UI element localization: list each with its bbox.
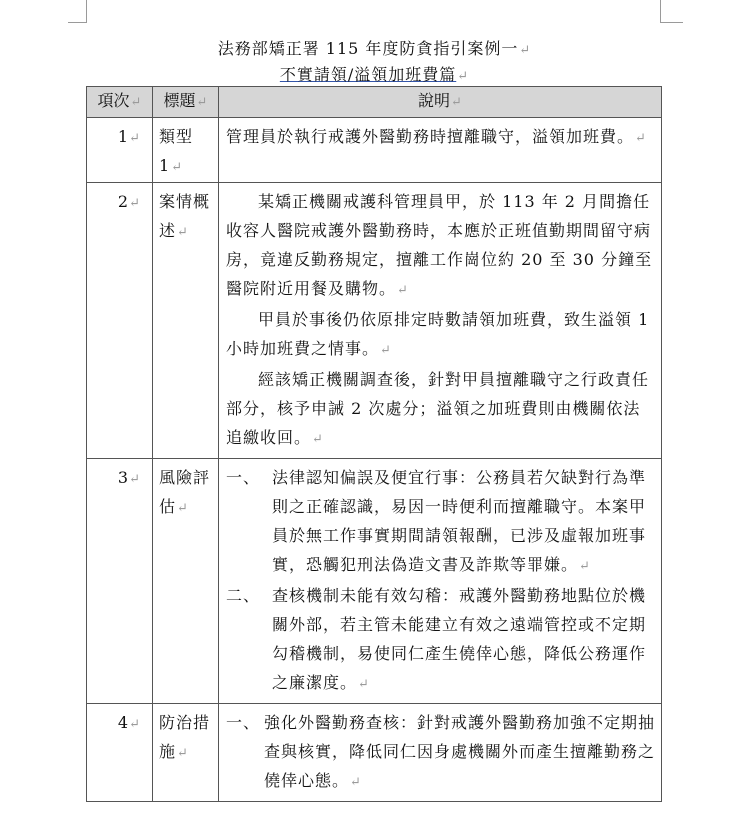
row-number: 3↵	[87, 459, 153, 704]
description-paragraph: 管理員於執行戒護外醫勤務時擅離職守，溢領加班費。↵	[226, 127, 647, 146]
list-marker: 一、	[226, 468, 261, 487]
row-description	[219, 459, 662, 704]
list-marker: 一、	[226, 713, 261, 732]
paragraph-mark-icon: ↵	[457, 69, 470, 84]
row-number: 1↵	[87, 118, 153, 183]
crop-mark-top-right	[660, 0, 683, 23]
list-item	[226, 581, 655, 699]
row-label: 類型 1↵	[153, 118, 219, 183]
row-label: 防治措施↵	[153, 704, 219, 802]
document-subtitle: 不實請領/溢領加班費篇↵	[279, 65, 470, 84]
crop-mark-top-left	[68, 0, 87, 23]
list-item	[226, 708, 655, 797]
row-description	[219, 118, 662, 183]
table-row	[87, 118, 662, 183]
paragraph-mark-icon: ↵	[519, 43, 532, 58]
row-number: 4↵	[87, 704, 153, 802]
case-table	[86, 86, 662, 802]
table-row	[87, 459, 662, 704]
row-number: 2↵	[87, 183, 153, 459]
list-text: 查核機制未能有效勾稽：戒護外醫勤務地點位於機關外部，若主管未能建立有效之遠端管控或不定期勾稽機制，易使同仁產生僥倖心態，降低公務運作之廉潔度。↵	[272, 586, 647, 692]
header-description: 說明↵	[219, 87, 662, 118]
header-title: 標題↵	[153, 87, 219, 118]
header-item-no: 項次↵	[87, 87, 153, 118]
row-label: 案情概述↵	[153, 183, 219, 459]
list-item	[226, 463, 655, 581]
table-row	[87, 183, 662, 459]
description-paragraph: 經該矯正機關調查後，針對甲員擅離職守之行政責任部分，核予申誡 2 次處分；溢領之加班費則由機關依法追繳收回。↵	[226, 370, 650, 447]
table-row	[87, 704, 662, 802]
table-header-row	[87, 87, 662, 118]
row-description	[219, 704, 662, 802]
row-label: 風險評估↵	[153, 459, 219, 704]
list-marker: 二、	[226, 586, 261, 605]
document-title: 法務部矯正署 115 年度防貪指引案例一↵	[217, 39, 532, 58]
list-text: 法律認知偏誤及便宜行事：公務員若欠缺對行為準則之正確認識，易因一時便利而擅離職守。本案甲員於無工作事實期間請領報酬，已涉及虛報加班事實，恐觸犯刑法偽造文書及詐欺等罪嫌。↵	[272, 468, 647, 574]
list-text: 強化外醫勤務查核：針對戒護外醫勤務加強不定期抽查與核實，降低同仁因身處機關外而產生擅離勤務之僥倖心態。↵	[264, 713, 656, 790]
description-paragraph: 某矯正機關戒護科管理員甲，於 113 年 2 月間擔任收容人醫院戒護外醫勤務時，本應於正班值勤期間留守病房，竟違反勤務規定，擅離工作崗位約 20 至 30 分鐘至醫院附近用餐及購物。↵	[226, 192, 653, 298]
description-paragraph: 甲員於事後仍依原排定時數請領加班費，致生溢領 1 小時加班費之情事。↵	[226, 310, 650, 358]
row-description	[219, 183, 662, 459]
